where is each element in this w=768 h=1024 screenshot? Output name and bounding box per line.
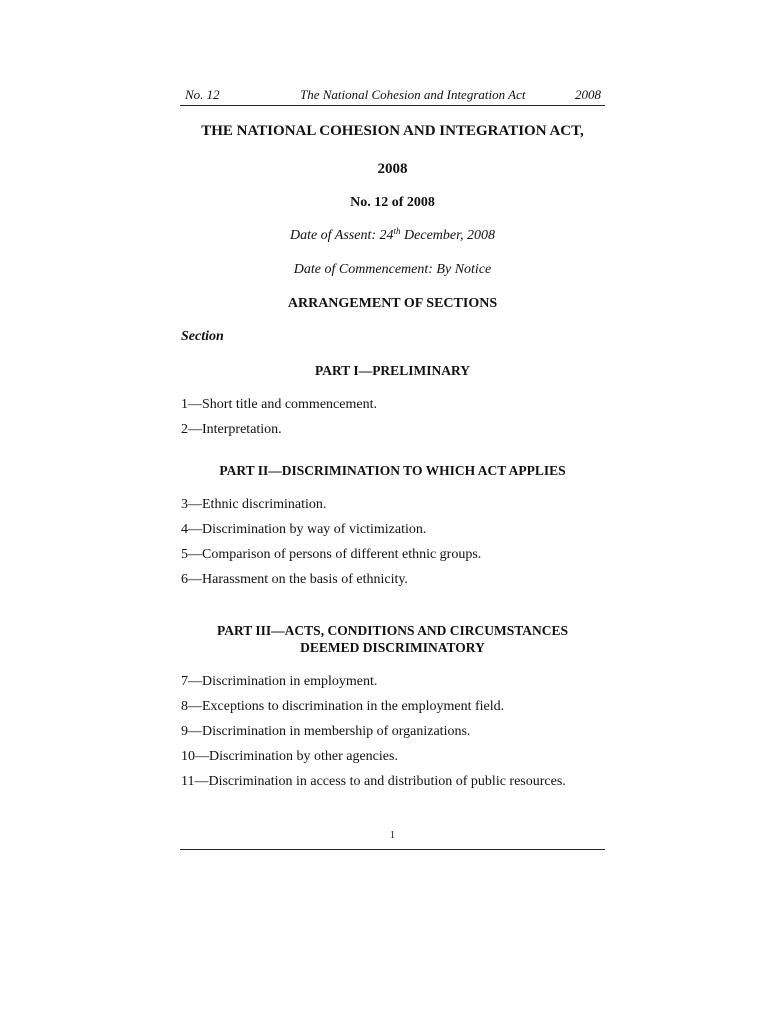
assent-prefix: Date of Assent: 24: [289, 228, 394, 243]
section-entry: 2—Interpretation.: [181, 422, 282, 437]
footer-rule: [180, 849, 605, 850]
part-heading: PART I—PRELIMINARY: [315, 363, 470, 378]
section-entry: 5—Comparison of persons of different ethnic groups.: [181, 547, 482, 562]
page-number: 1: [390, 830, 395, 841]
assent-ordinal-suffix: th: [393, 226, 401, 236]
part-heading-continuation: DEEMED DISCRIMINATORY: [300, 640, 485, 655]
section-entry: 3—Ethnic discrimination.: [181, 497, 327, 512]
arrangement-heading: ARRANGEMENT OF SECTIONS: [287, 296, 498, 311]
section-entry: 8—Exceptions to discrimination in the employment field.: [181, 699, 505, 714]
section-entry: 9—Discrimination in membership of organizations.: [181, 724, 471, 739]
running-head-act-number: No. 12: [185, 87, 220, 102]
section-entry: 4—Discrimination by way of victimization.: [181, 522, 427, 537]
assent-rest: December, 2008: [400, 228, 496, 243]
act-title: THE NATIONAL COHESION AND INTEGRATION ACT,: [201, 123, 584, 139]
header-rule: [180, 105, 605, 106]
date-of-commencement: Date of Commencement: By Notice: [293, 262, 492, 277]
running-head-title: The National Cohesion and Integration Act: [300, 87, 526, 102]
part-heading: PART III—ACTS, CONDITIONS AND CIRCUMSTANCES: [217, 623, 568, 638]
section-column-label: Section: [181, 329, 224, 344]
act-title-year: 2008: [377, 161, 408, 177]
section-entry: 1—Short title and commencement.: [181, 397, 377, 412]
running-head-year: 2008: [575, 87, 601, 102]
act-number: No. 12 of 2008: [350, 195, 435, 210]
section-entry: 11—Discrimination in access to and distribution of public resources.: [181, 774, 566, 789]
section-entry: 10—Discrimination by other agencies.: [181, 749, 398, 764]
section-entry: 6—Harassment on the basis of ethnicity.: [181, 572, 408, 587]
part-heading: PART II—DISCRIMINATION TO WHICH ACT APPLIES: [219, 463, 566, 478]
date-of-assent: [180, 227, 605, 244]
section-entry: 7—Discrimination in employment.: [181, 674, 378, 689]
